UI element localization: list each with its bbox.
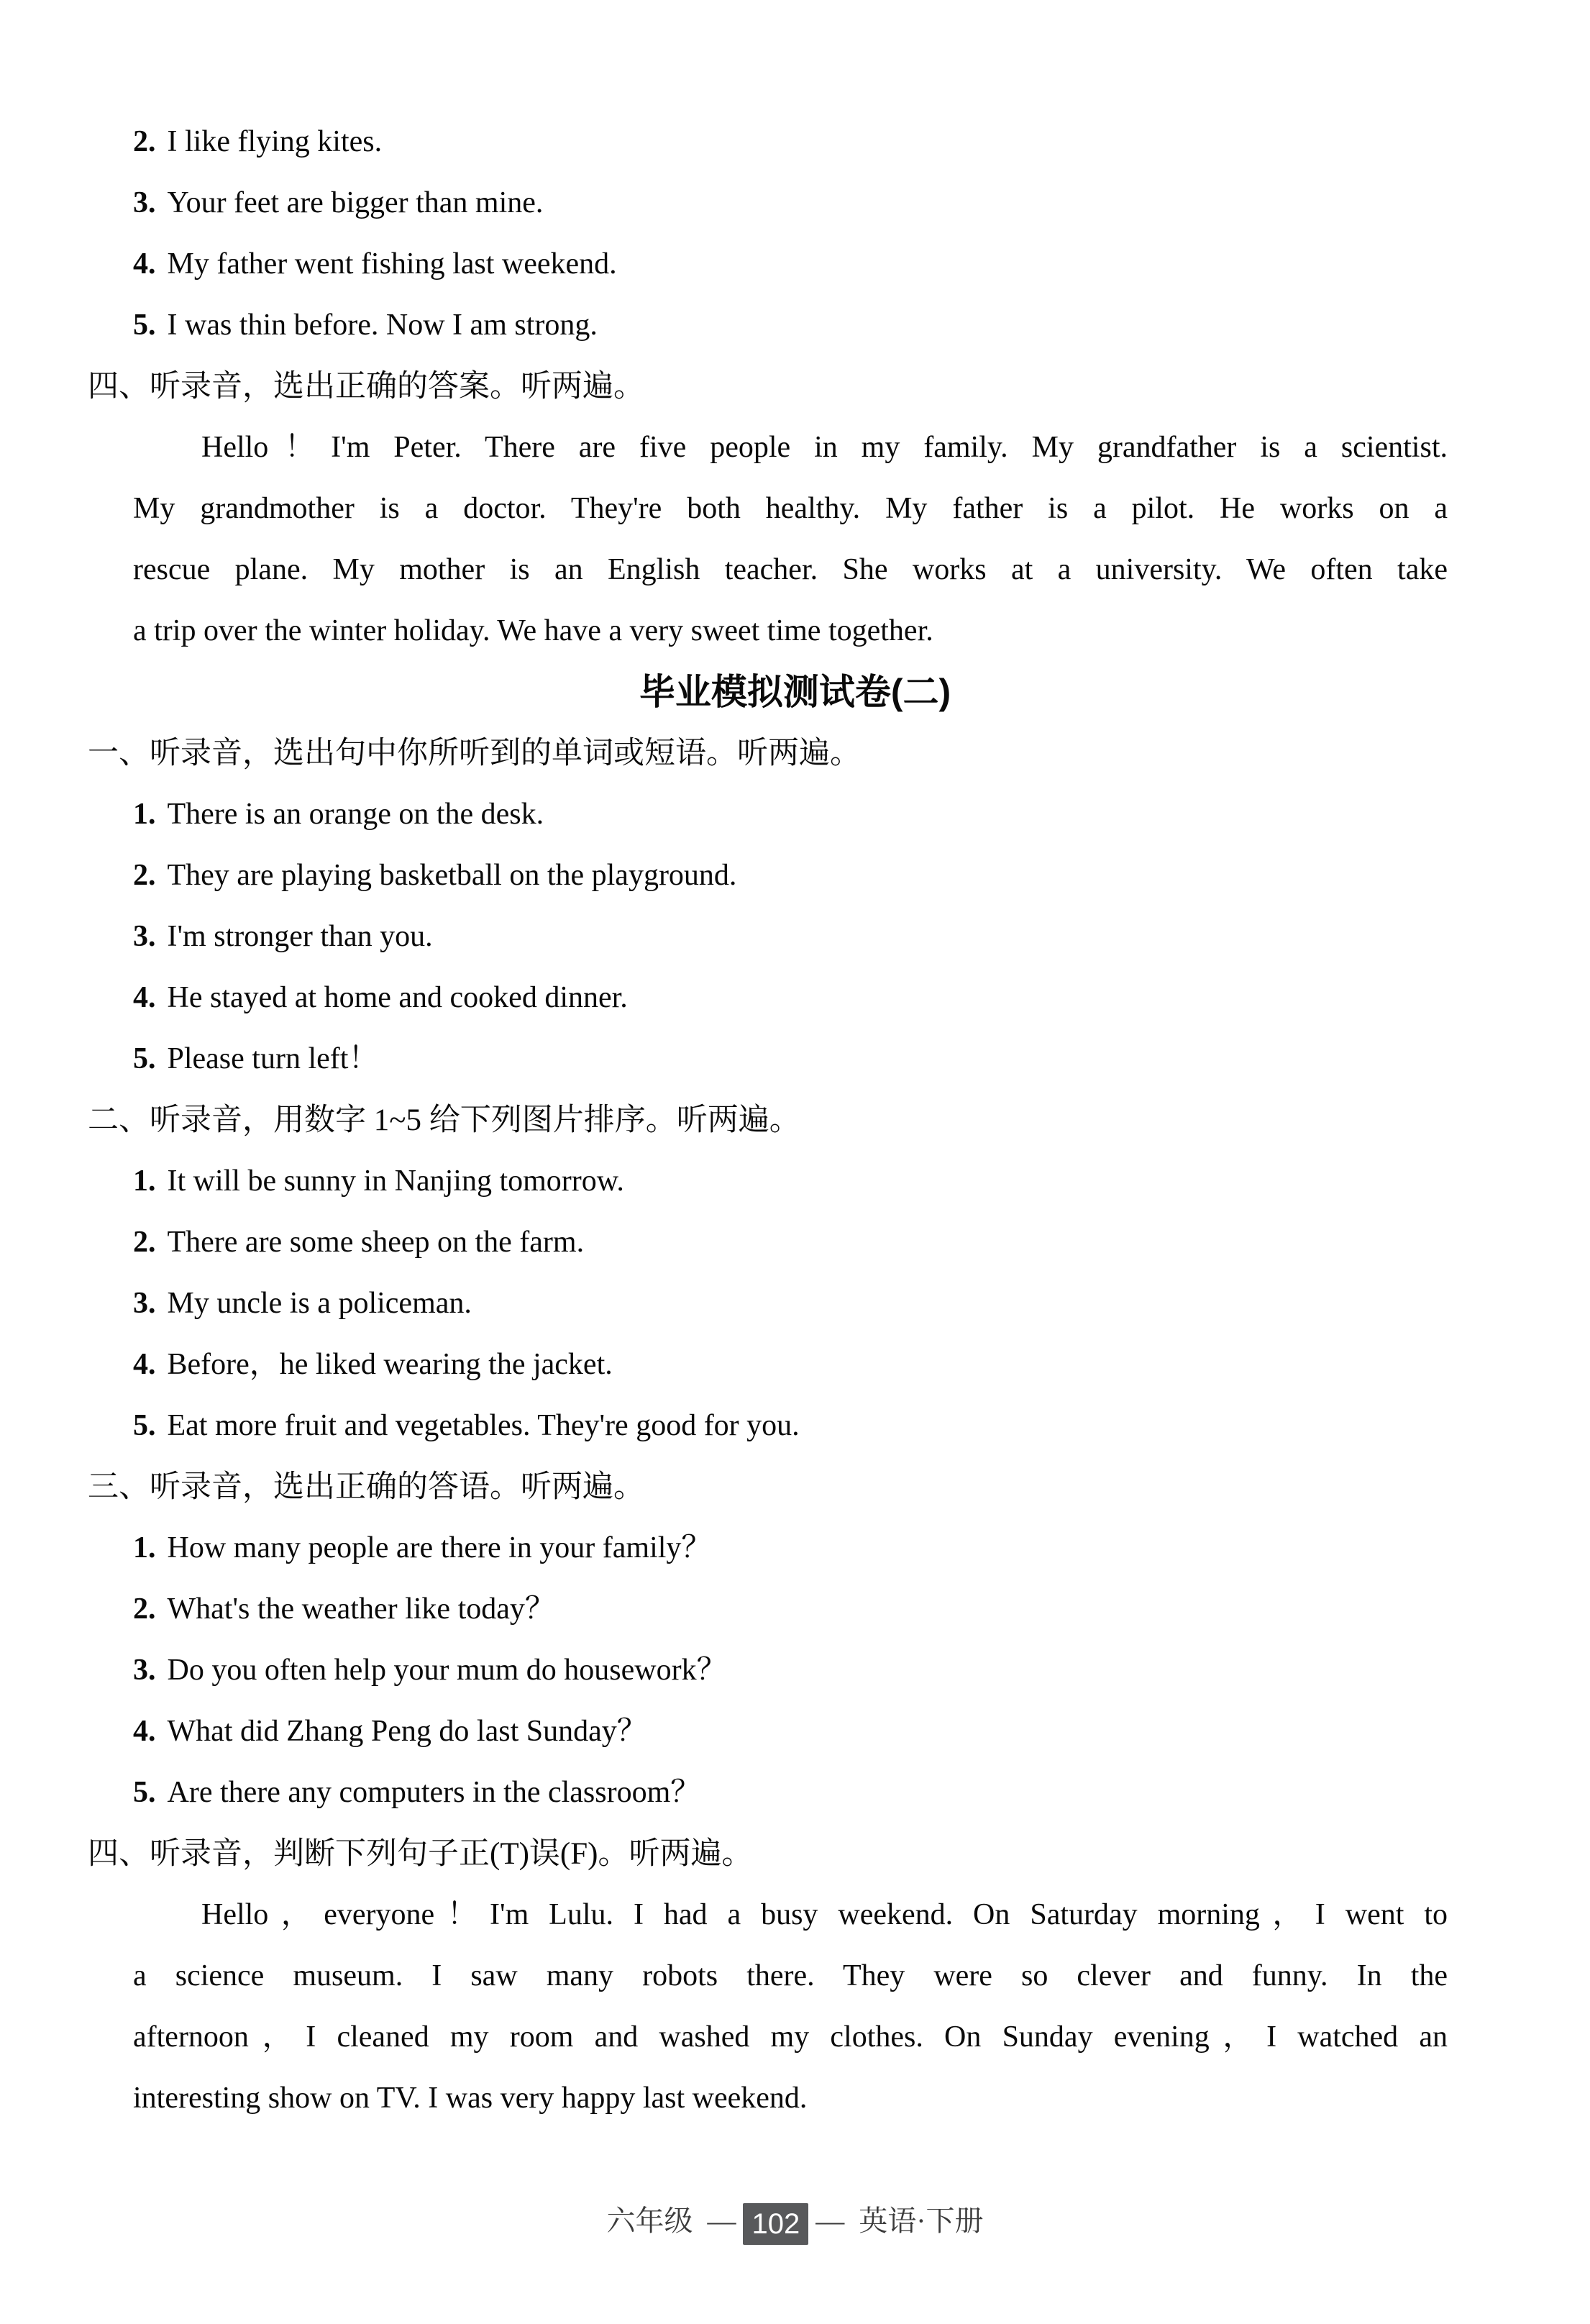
- item-number: 5.: [133, 309, 156, 342]
- item-text: There is an orange on the desk.: [167, 798, 544, 831]
- paragraph-line: My grandmother is a doctor. They're both healthy. My father is a pilot. He works on a: [133, 492, 1448, 525]
- list-item: [88, 1579, 1502, 1640]
- item-number: 2.: [133, 1226, 156, 1259]
- section-heading: 三、听录音，选出正确的答语。听两遍。: [88, 1470, 644, 1504]
- item-text: Eat more fruit and vegetables. They're good for you.: [167, 1409, 800, 1442]
- item-text: What did Zhang Peng do last Sunday？: [167, 1715, 647, 1748]
- section-heading: 一、听录音，选出句中你所听到的单词或短语。听两遍。: [88, 737, 861, 770]
- list-item: [88, 1029, 1502, 1090]
- item-number: 4.: [133, 1348, 156, 1381]
- item-text: He stayed at home and cooked dinner.: [167, 981, 628, 1014]
- list-item: [88, 234, 1502, 295]
- item-text: It will be sunny in Nanjing tomorrow.: [167, 1165, 624, 1198]
- list-item: [88, 845, 1502, 906]
- list-item: [88, 295, 1502, 356]
- paragraph-line: a science museum. I saw many robots there. They were so clever and funny. In the: [133, 1959, 1448, 1992]
- item-number: 3.: [133, 1654, 156, 1687]
- item-number: 3.: [133, 920, 156, 953]
- item-text: I'm stronger than you.: [167, 920, 433, 953]
- item-number: 3.: [133, 1287, 156, 1320]
- list-item: [88, 1334, 1502, 1395]
- list-item: [88, 1212, 1502, 1273]
- page-footer: [88, 2190, 1502, 2251]
- item-number: 1.: [133, 798, 156, 831]
- paragraph-line: interesting show on TV. I was very happy last weekend.: [133, 2082, 808, 2115]
- list-item: [88, 1518, 1502, 1579]
- list-item: [88, 1273, 1502, 1334]
- item-text: There are some sheep on the farm.: [167, 1226, 585, 1259]
- item-text: How many people are there in your family？: [167, 1531, 712, 1564]
- list-item: [88, 1151, 1502, 1212]
- footer-book: 英语·下册: [859, 2205, 984, 2237]
- item-text: I like flying kites.: [167, 125, 383, 158]
- item-number: 1.: [133, 1531, 156, 1564]
- section-heading: 四、听录音，判断下列句子正(T)误(F)。听两遍。: [88, 1837, 753, 1871]
- item-text: Please turn left！: [167, 1042, 379, 1075]
- page-number-badge: 102: [743, 2203, 808, 2245]
- item-number: 4.: [133, 1715, 156, 1748]
- item-text: Before，he liked wearing the jacket.: [167, 1348, 613, 1381]
- item-number: 5.: [133, 1042, 156, 1075]
- list-item: [88, 1701, 1502, 1762]
- listening-passage-peter: [133, 417, 1448, 662]
- list-item: [88, 111, 1502, 173]
- paragraph-line: Hello，everyone！I'm Lulu. I had a busy weekend. On Saturday morning，I went to: [201, 1898, 1448, 1931]
- paragraph-line: afternoon，I cleaned my room and washed my clothes. On Sunday evening，I watched an: [133, 2020, 1448, 2054]
- paragraph-line: Hello！I'm Peter. There are five people in my family. My grandfather is a scientist.: [201, 431, 1448, 464]
- item-number: 3.: [133, 186, 156, 219]
- item-number: 2.: [133, 1592, 156, 1626]
- item-text: My uncle is a policeman.: [167, 1287, 472, 1320]
- list-item: [88, 1640, 1502, 1701]
- item-number: 2.: [133, 859, 156, 892]
- list-item: [88, 1395, 1502, 1457]
- list-item: [88, 906, 1502, 967]
- item-number: 5.: [133, 1776, 156, 1809]
- item-text: Are there any computers in the classroom？: [167, 1776, 701, 1809]
- listening-passage-lulu: [133, 1885, 1448, 2129]
- paragraph-line: a trip over the winter holiday. We have a very sweet time together.: [133, 614, 933, 647]
- footer-grade: 六年级: [606, 2205, 693, 2237]
- list-item: [88, 173, 1502, 234]
- section-heading: 二、听录音，用数字 1~5 给下列图片排序。听两遍。: [88, 1103, 800, 1137]
- item-number: 4.: [133, 247, 156, 281]
- item-number: 2.: [133, 125, 156, 158]
- item-text: Your feet are bigger than mine.: [167, 186, 544, 219]
- paragraph-line: rescue plane. My mother is an English teacher. She works at a university. We often take: [133, 553, 1448, 586]
- page-title: 毕业模拟测试卷(二): [639, 672, 951, 712]
- item-number: 5.: [133, 1409, 156, 1442]
- section-heading: 四、听录音，选出正确的答案。听两遍。: [88, 370, 644, 404]
- item-text: What's the weather like today？: [167, 1592, 555, 1626]
- list-item: [88, 967, 1502, 1029]
- item-text: I was thin before. Now I am strong.: [167, 309, 598, 342]
- list-item: [88, 784, 1502, 845]
- item-text: My father went fishing last weekend.: [167, 247, 617, 281]
- list-item: [88, 1762, 1502, 1823]
- item-number: 4.: [133, 981, 156, 1014]
- item-text: They are playing basketball on the playground.: [167, 859, 737, 892]
- footer-dash-left: —: [707, 2205, 736, 2237]
- item-text: Do you often help your mum do housework？: [167, 1654, 727, 1687]
- footer-dash-right: —: [815, 2205, 845, 2237]
- item-number: 1.: [133, 1165, 156, 1198]
